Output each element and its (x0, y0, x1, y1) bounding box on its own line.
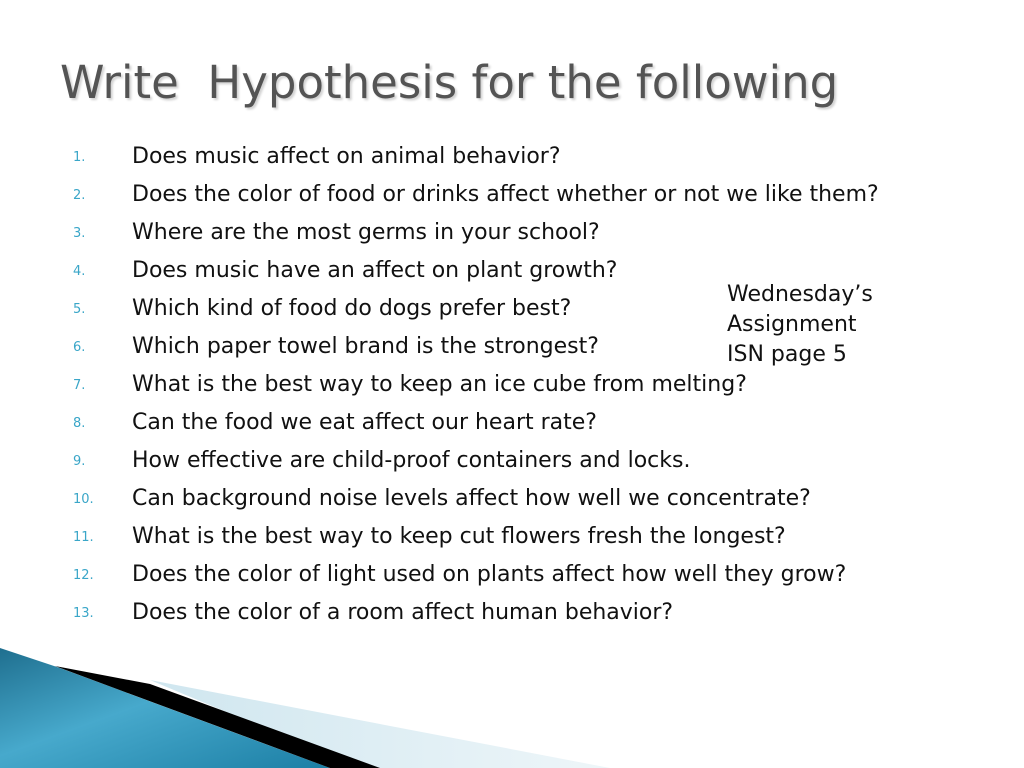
list-number: 12. (73, 568, 94, 583)
dark-stripe-shape (55, 666, 380, 768)
list-number: 2. (73, 188, 86, 203)
list-item (70, 559, 970, 591)
list-number: 6. (73, 340, 86, 355)
assignment-note (727, 280, 873, 370)
list-item (70, 217, 970, 249)
assignment-note-line: Assignment (727, 312, 857, 337)
question-text: Where are the most germs in your school? (132, 220, 600, 245)
list-number: 11. (73, 530, 94, 545)
list-item (70, 369, 970, 401)
list-number: 1. (73, 150, 86, 165)
question-text: What is the best way to keep an ice cube from melting? (132, 372, 747, 397)
list-number: 5. (73, 302, 86, 317)
question-text: How effective are child-proof containers and locks. (132, 448, 691, 473)
question-text: What is the best way to keep cut flowers fresh the longest? (132, 524, 786, 549)
list-number: 9. (73, 454, 86, 469)
list-number: 7. (73, 378, 86, 393)
list-item (70, 483, 970, 515)
pale-stripe-shape (150, 680, 610, 768)
question-list (70, 141, 970, 635)
list-number: 3. (73, 226, 86, 241)
assignment-note-line: Wednesday’s (727, 282, 873, 307)
decorative-corner-swoosh (0, 640, 1024, 768)
question-text: Which paper towel brand is the strongest? (132, 334, 599, 359)
question-text: Does music have an affect on plant growth? (132, 258, 618, 283)
list-item (70, 407, 970, 439)
question-text: Which kind of food do dogs prefer best? (132, 296, 572, 321)
question-text: Can background noise levels affect how well we concentrate? (132, 486, 811, 511)
list-item (70, 141, 970, 173)
blue-swoosh-shape (0, 648, 330, 768)
assignment-note-line: ISN page 5 (727, 342, 847, 367)
question-text: Does the color of a room affect human behavior? (132, 600, 674, 625)
question-text: Can the food we eat affect our heart rate? (132, 410, 597, 435)
list-item (70, 521, 970, 553)
slide-title: Write Hypothesis for the following (60, 56, 839, 109)
question-text: Does the color of light used on plants affect how well they grow? (132, 562, 847, 587)
list-item (70, 445, 970, 477)
list-number: 13. (73, 606, 94, 621)
list-item (70, 597, 970, 629)
list-number: 10. (73, 492, 94, 507)
question-text: Does the color of food or drinks affect whether or not we like them? (132, 182, 879, 207)
list-number: 4. (73, 264, 86, 279)
list-number: 8. (73, 416, 86, 431)
question-text: Does music affect on animal behavior? (132, 144, 561, 169)
list-item (70, 179, 970, 211)
